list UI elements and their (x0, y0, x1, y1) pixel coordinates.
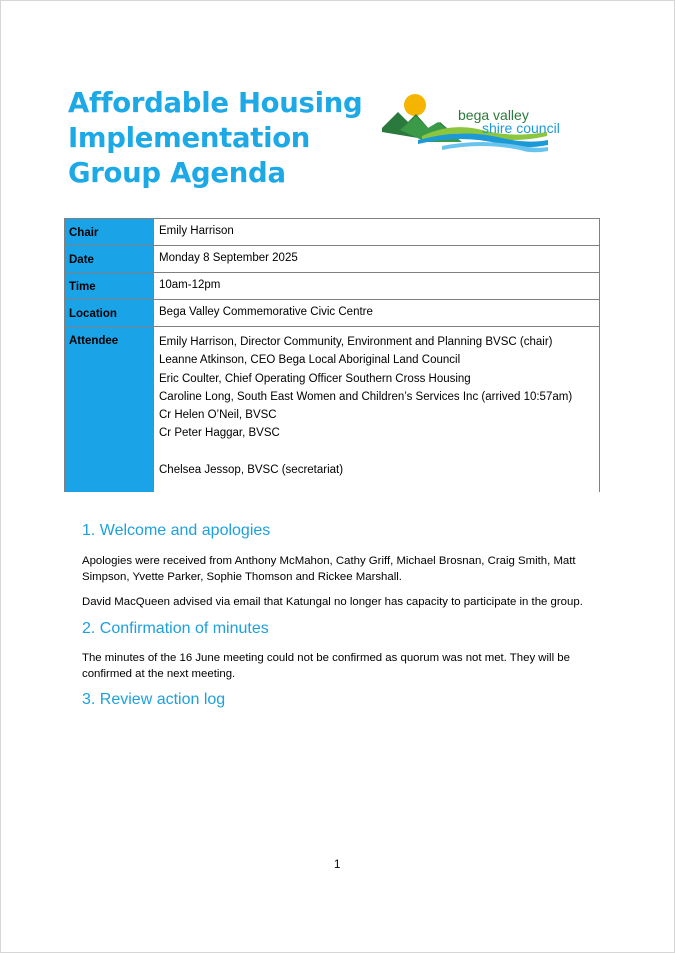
time-label: Time (65, 273, 154, 300)
location-value: Bega Valley Commemorative Civic Centre (154, 300, 600, 327)
apologies-paragraph: Apologies were received from Anthony McMahon, Cathy Griff, Michael Brosnan, Craig Smith, Matt Simpson, Yvette Parker, Sophie Thomson and Rickee Marshall. (82, 555, 576, 583)
date-value: Monday 8 September 2025 (154, 246, 600, 273)
time-row (65, 273, 600, 300)
attendee-item: Chelsea Jessop, BVSC (secretariat) (159, 463, 344, 476)
attendee-item: Caroline Long, South East Women and Children’s Services Inc (arrived 10:57am) (159, 390, 573, 403)
page-title (68, 86, 362, 191)
attendee-item: Eric Coulter, Chief Operating Officer Southern Cross Housing (159, 372, 471, 385)
logo-text-line-2: shire council (482, 120, 560, 136)
meeting-info-table (64, 218, 600, 492)
page-number: 1 (334, 859, 341, 871)
time-value: 10am-12pm (154, 273, 600, 300)
title-line-1: Affordable Housing (68, 87, 363, 119)
attendee-item: Cr Helen O’Neil, BVSC (159, 409, 277, 422)
minutes-paragraph: The minutes of the 16 June meeting could not be confirmed as quorum was not met. They will be confirmed at the next meeting. (82, 652, 570, 680)
attendee-row (65, 327, 600, 493)
date-label: Date (65, 246, 154, 273)
date-row (65, 246, 600, 273)
attendee-spacer (159, 443, 594, 461)
section-heading-action-log: 3. Review action log (82, 691, 226, 708)
attendee-item: Cr Peter Haggar, BVSC (159, 427, 280, 440)
section-heading-minutes: 2. Confirmation of minutes (82, 620, 269, 637)
location-row (65, 300, 600, 327)
chair-value: Emily Harrison (154, 219, 600, 246)
katungal-paragraph: David MacQueen advised via email that Katungal no longer has capacity to participate in the group. (82, 596, 583, 608)
chair-row (65, 219, 600, 246)
location-label: Location (65, 300, 154, 327)
attendee-list (154, 327, 600, 493)
title-line-3: Group Agenda (68, 157, 286, 189)
attendee-item: Leanne Atkinson, CEO Bega Local Aboriginal Land Council (159, 354, 461, 367)
logo-text-line-1: bega valley (458, 107, 529, 123)
chair-label: Chair (65, 219, 154, 246)
attendee-item: Emily Harrison, Director Community, Environment and Planning BVSC (chair) (159, 336, 553, 348)
title-line-2: Implementation (68, 122, 311, 154)
section-heading-welcome: 1. Welcome and apologies (82, 522, 271, 539)
attendee-label: Attendee (65, 327, 154, 493)
